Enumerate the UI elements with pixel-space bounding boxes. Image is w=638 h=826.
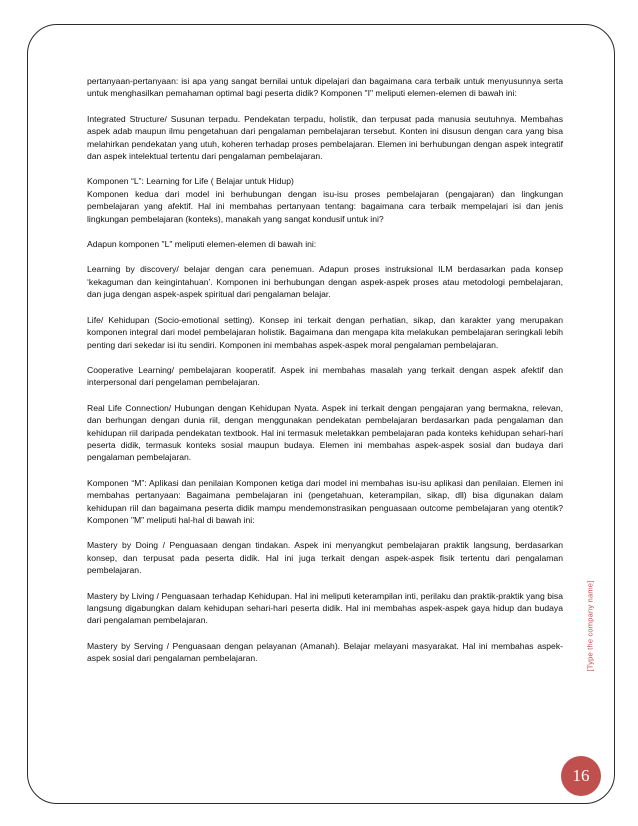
paragraph-cooperative-learning: Cooperative Learning/ pembelajaran kooperatif. Aspek ini membahas masalah yang terkait dengan aspek afektif dan interpersonal dari pengelaman pembelajaran. <box>87 364 563 388</box>
page-number-badge: 16 <box>561 756 601 796</box>
paragraph-l-elements: Adapun komponen "L" meliputi elemen-elemen di bawah ini: <box>87 239 317 250</box>
paragraph-integrated-structure: Integrated Structure/ Susunan terpadu. Pendekatan terpadu, holistik, dan terpusat pada manusia seutuhnya. Membahas aspek adab maupun ilmu pengetahuan dari pengalaman pembelajaran tersebut. Konten ini disusun dengan cara yang bisa melahirkan pendekatan yang utuh, koheren terhadap proses pembelajaran. Elemen ini berhubungan dengan aspek integratif dan aspek intelektual tertentu dari pengalaman pembelajaran. <box>87 113 563 162</box>
section-heading-l: Komponen “L”: Learning for Life ( Belajar untuk Hidup) <box>87 176 294 187</box>
paragraph-intro: pertanyaan-pertanyaan: isi apa yang sangat bernilai untuk dipelajari dan bagaimana cara terbaik untuk menyusunnya serta untuk menghasilkan pemahaman optimal bagi peserta didik? Komponen "I" meliputi elemen-elemen di bawah ini: <box>87 76 563 99</box>
paragraph-learning-by-discovery: Learning by discovery/ belajar dengan cara penemuan. Adapun proses instruksional ILM berdasarkan pada konsep ‘kekaguman dan keingintahuan’. Komponen ini berhubungan dengan aspek-aspek proses atau metodologi pembelajaran, dan juga dengan aspek-aspek spiritual dari pengalaman belajar. <box>87 264 563 300</box>
paragraph-life: Life/ Kehidupan (Socio-emotional setting). Konsep ini terkait dengan perhatian, sikap, dan karakter yang merupakan komponen integral dari model pembelajaran holistik. Bagaimana dan mengapa kita melakukan pembelajaran seringkali lebih penting dari sekedar isi itu sendiri. Komponen ini membahas aspek-aspek moral pengalaman pembelajaran. <box>87 314 563 350</box>
paragraph-mastery-by-serving: Mastery by Serving / Penguasaan dengan pelayanan (Amanah). Belajar melayani masyarakat. Hal ini membahas aspek-aspek sosial dari pengalaman pembelajaran. <box>87 640 563 664</box>
paragraph-mastery-by-living: Mastery by Living / Penguasaan terhadap Kehidupan. Hal ini meliputi keterampilan inti, perilaku dan praktik-praktik yang bisa langsung digabungkan dalam kehidupan sehari-hari peserta didik. Hal ini membahas aspek-aspek gaya hidup dan budaya dari pengalaman pembelajaran. <box>87 590 563 626</box>
company-name-placeholder: [Type the company name] <box>585 580 595 672</box>
paragraph-mastery-by-doing: Mastery by Doing / Penguasaan dengan tindakan. Aspek ini menyangkut pembelajaran praktik langsung, berdasarkan konsep, dan terpusat pada peserta didik. Hal ini juga terkait dengan aspek-aspek fisik tertentu dari pengalaman pembelajaran. <box>87 540 563 576</box>
paragraph-real-life-connection: Real Life Connection/ Hubungan dengan Kehidupan Nyata. Aspek ini terkait dengan pengajaran yang bermakna, relevan, dan berhungan dengan dunia riil, dengan menggunakan pendekatan pembelajaran berdasarkan pada pengalaman dan kehidupan riil daripada pendekatan textbook. Hal ini termasuk meletakkan pembelajaran pada konteks kehidupan sehari-hari peserta didik, termasuk konteks sosial maupun budaya. Elemen ini membahas aspek-aspek sosial dan budaya dari pengalaman pembelajaran. <box>87 402 563 463</box>
document-body <box>87 75 563 678</box>
paragraph-komponen-m: Komponen “M”: Aplikasi dan penilaian Komponen ketiga dari model ini membahas isu-isu aplikasi dan penilaian. Elemen ini membahas pertanyaan: Bagaimana pembelajaran ini (pengetahuan, keterampilan, sikap, dll) bisa digunakan dalam kehidupan riil dan bagaimana peserta didik mampu mendemonstrasikan penguasaan outcome pembelajaran yang otentik? Komponen "M" meliputi hal-hal di bawah ini: <box>87 477 563 525</box>
paragraph-learning-for-life: Komponen kedua dari model ini berhubungan dengan isu-isu proses pembelajaran (pengajaran) dan lingkungan pembelajaran yang afektif. Hal ini membahas pertanyaan tentang: bagaimana cara terbaik mempelajari isi dan jenis lingkungan pembelajaran (konteks), manakah yang sangat kondusif untuk ini? <box>87 188 563 224</box>
